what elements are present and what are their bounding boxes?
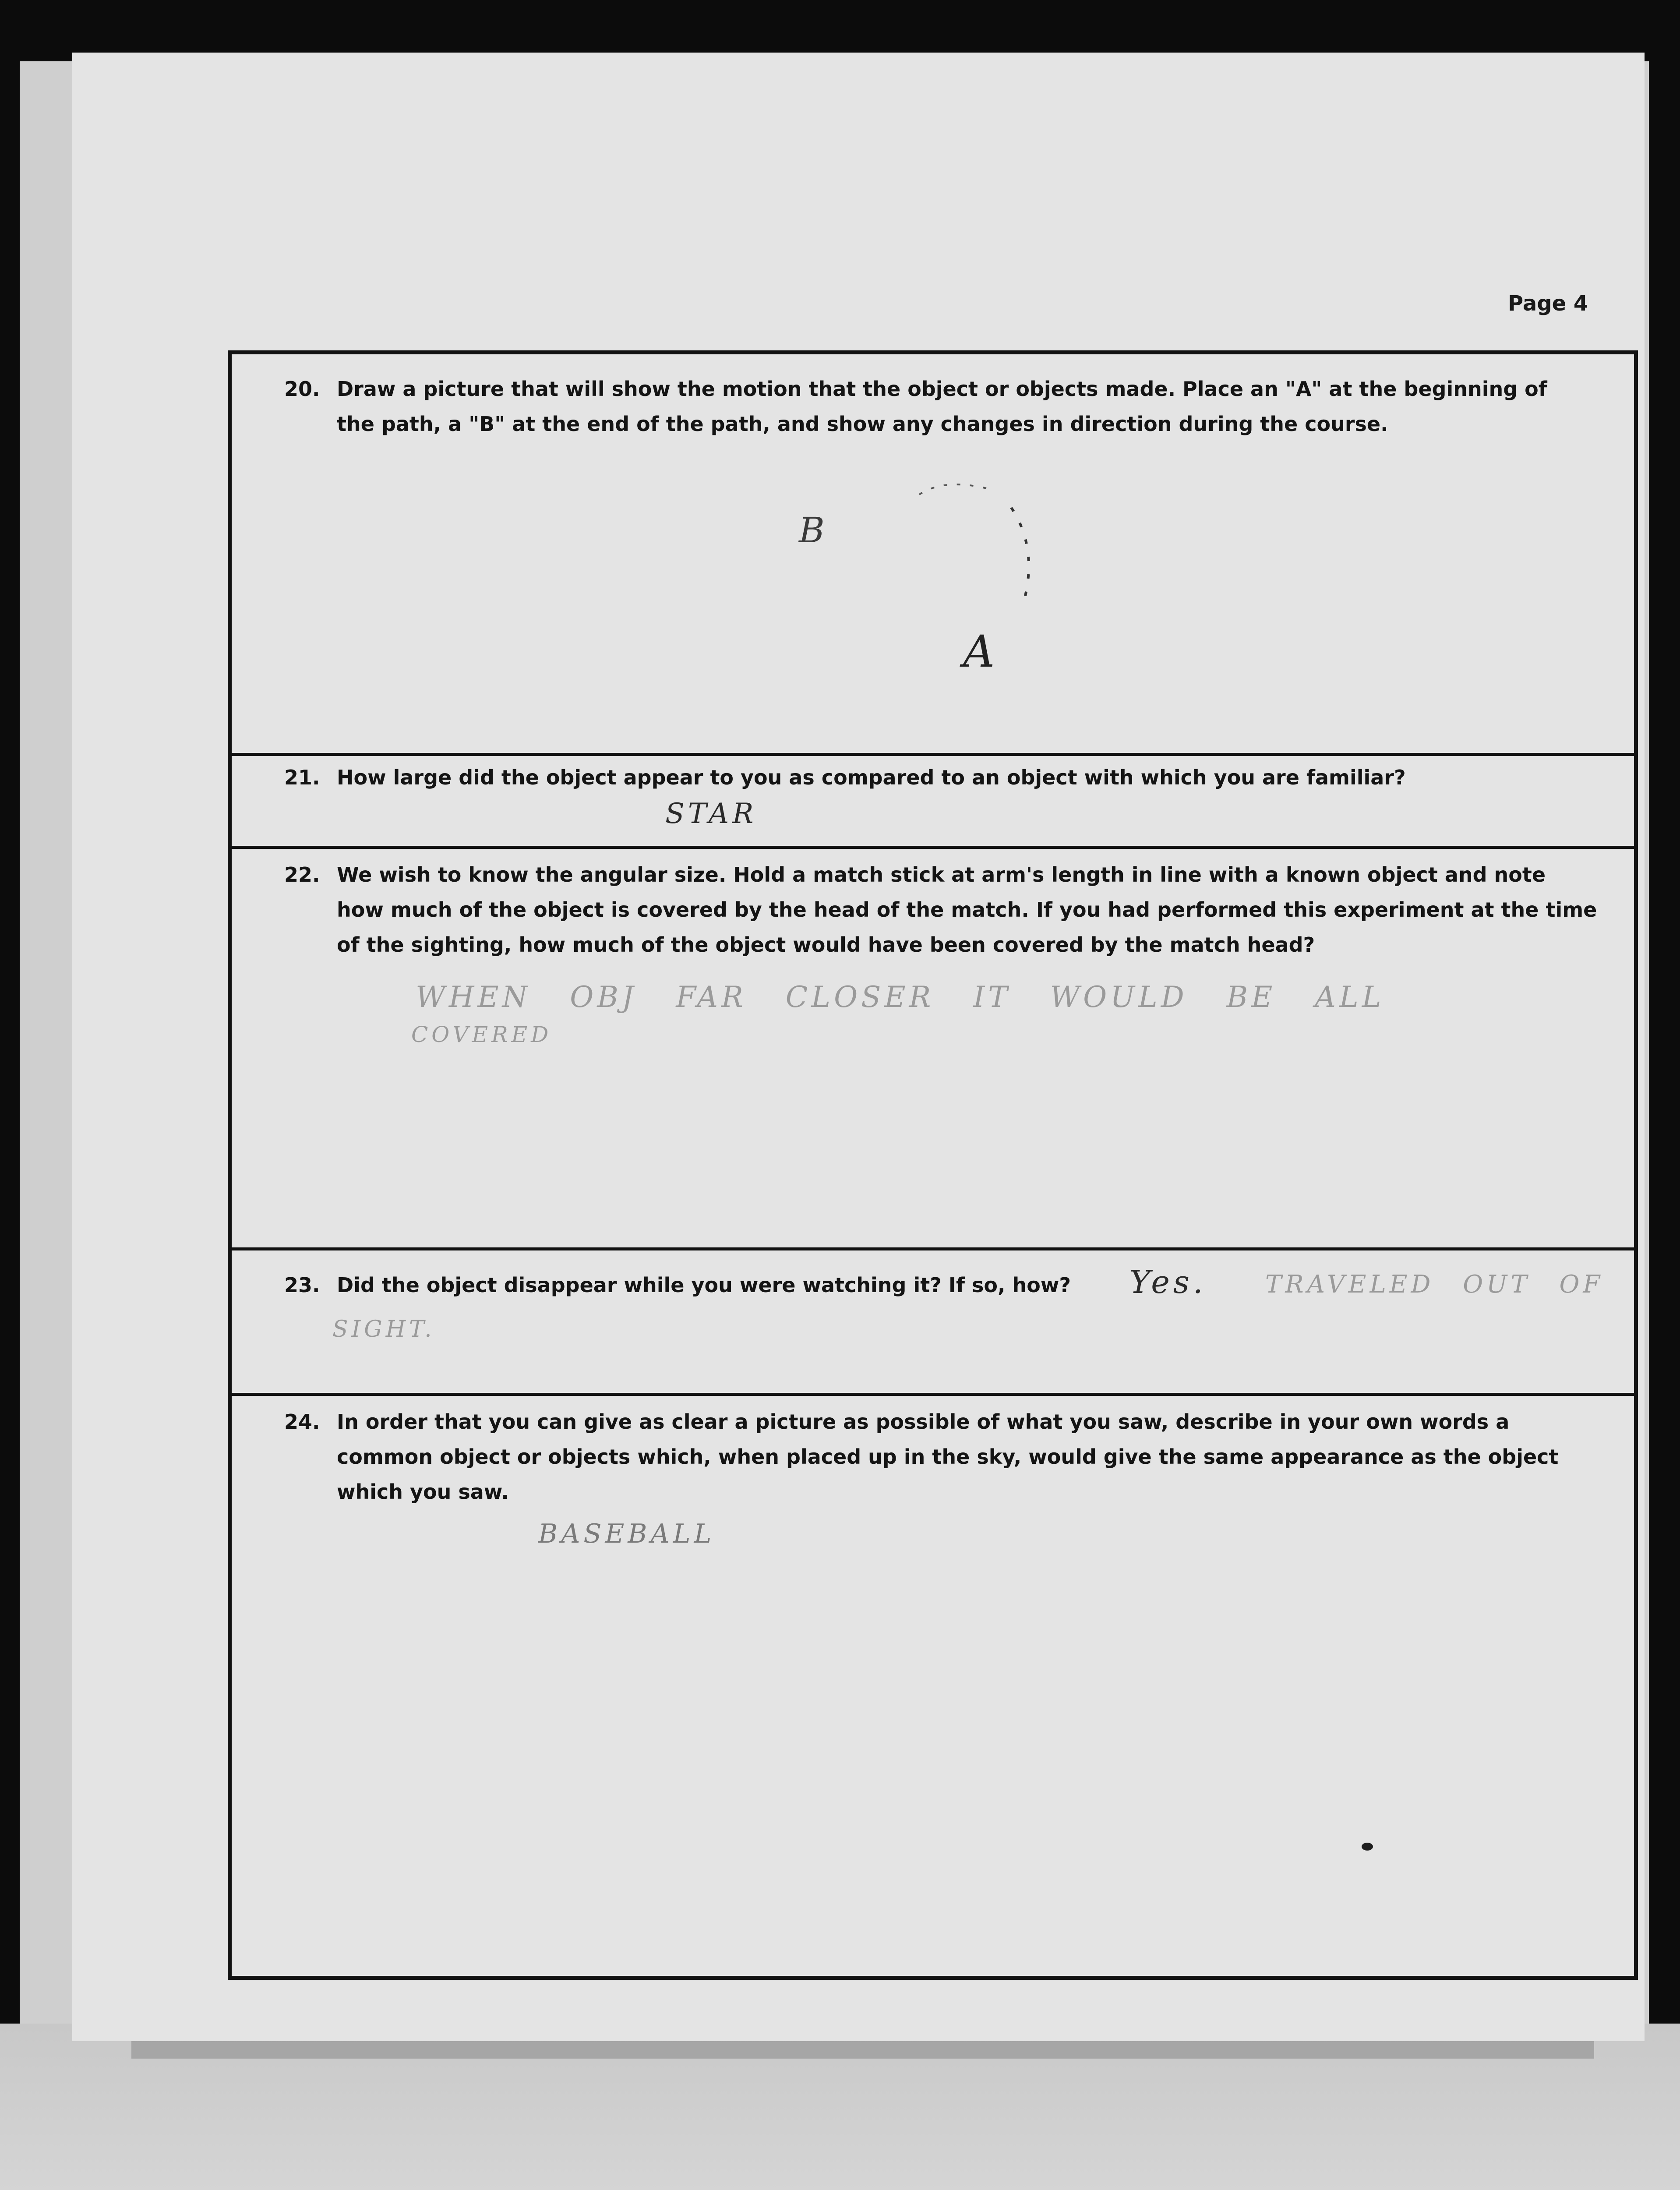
question-number: 20. <box>284 377 320 401</box>
question-line: Draw a picture that will show the motion that the object or objects made. Place an "A" at the beginning of <box>337 377 1547 401</box>
form-page <box>72 53 1645 2041</box>
question-number: 22. <box>284 863 320 887</box>
question-line: of the sighting, how much of the object would have been covered by the match head? <box>337 933 1315 957</box>
question-line: how much of the object is covered by the head of the match. If you had performed this experiment at the time <box>337 898 1597 922</box>
question-24 <box>232 1396 1634 1978</box>
question-22 <box>232 849 1634 1247</box>
question-line: We wish to know the angular size. Hold a match stick at arm's length in line with a known object and note <box>337 863 1546 887</box>
question-line: common object or objects which, when placed up in the sky, would give the same appearance as the object <box>337 1445 1559 1469</box>
divider <box>232 846 1634 849</box>
page-number: Page 4 <box>1508 291 1588 316</box>
answer-21: STAR <box>665 798 757 830</box>
answer-23-yes: Yes. <box>1129 1264 1207 1300</box>
question-line: the path, a "B" at the end of the path, and show any changes in direction during the course. <box>337 412 1388 436</box>
question-line: How large did the object appear to you as compared to an object with which you are familiar? <box>337 766 1406 789</box>
answer-22-line-2: COVERED <box>411 1022 552 1047</box>
motion-path-drawing <box>880 468 1081 652</box>
question-21 <box>232 756 1634 846</box>
question-21-text <box>284 760 1598 800</box>
answer-22-line-1: WHEN OBJ FAR CLOSER IT WOULD BE ALL <box>416 980 1385 1014</box>
ink-speck <box>1362 1843 1373 1851</box>
answer-23-line-1: TRAVELED OUT OF <box>1265 1270 1604 1299</box>
divider <box>232 1393 1634 1396</box>
question-23-text <box>284 1268 1073 1307</box>
answer-23-line-2: SIGHT. <box>332 1316 435 1342</box>
question-number: 21. <box>284 766 320 789</box>
question-number: 23. <box>284 1273 320 1297</box>
question-line: In order that you can give as clear a picture as possible of what you saw, describe in your own words a <box>337 1410 1510 1434</box>
question-line: Did the object disappear while you were watching it? If so, how? <box>337 1273 1071 1297</box>
divider <box>232 753 1634 756</box>
question-20 <box>232 354 1634 753</box>
path-start-mark: A <box>963 626 999 677</box>
questions-frame <box>228 350 1638 1980</box>
question-22-text <box>284 858 1620 967</box>
answer-24: BASEBALL <box>538 1519 715 1549</box>
question-line: which you saw. <box>337 1480 509 1504</box>
question-number: 24. <box>284 1410 320 1434</box>
question-23 <box>232 1250 1634 1393</box>
path-end-mark: B <box>799 510 828 551</box>
motion-path-top <box>919 484 994 495</box>
motion-path-arc <box>1011 508 1029 600</box>
question-20-text <box>284 372 1598 446</box>
divider <box>232 1247 1634 1250</box>
question-24-text <box>284 1405 1620 1514</box>
